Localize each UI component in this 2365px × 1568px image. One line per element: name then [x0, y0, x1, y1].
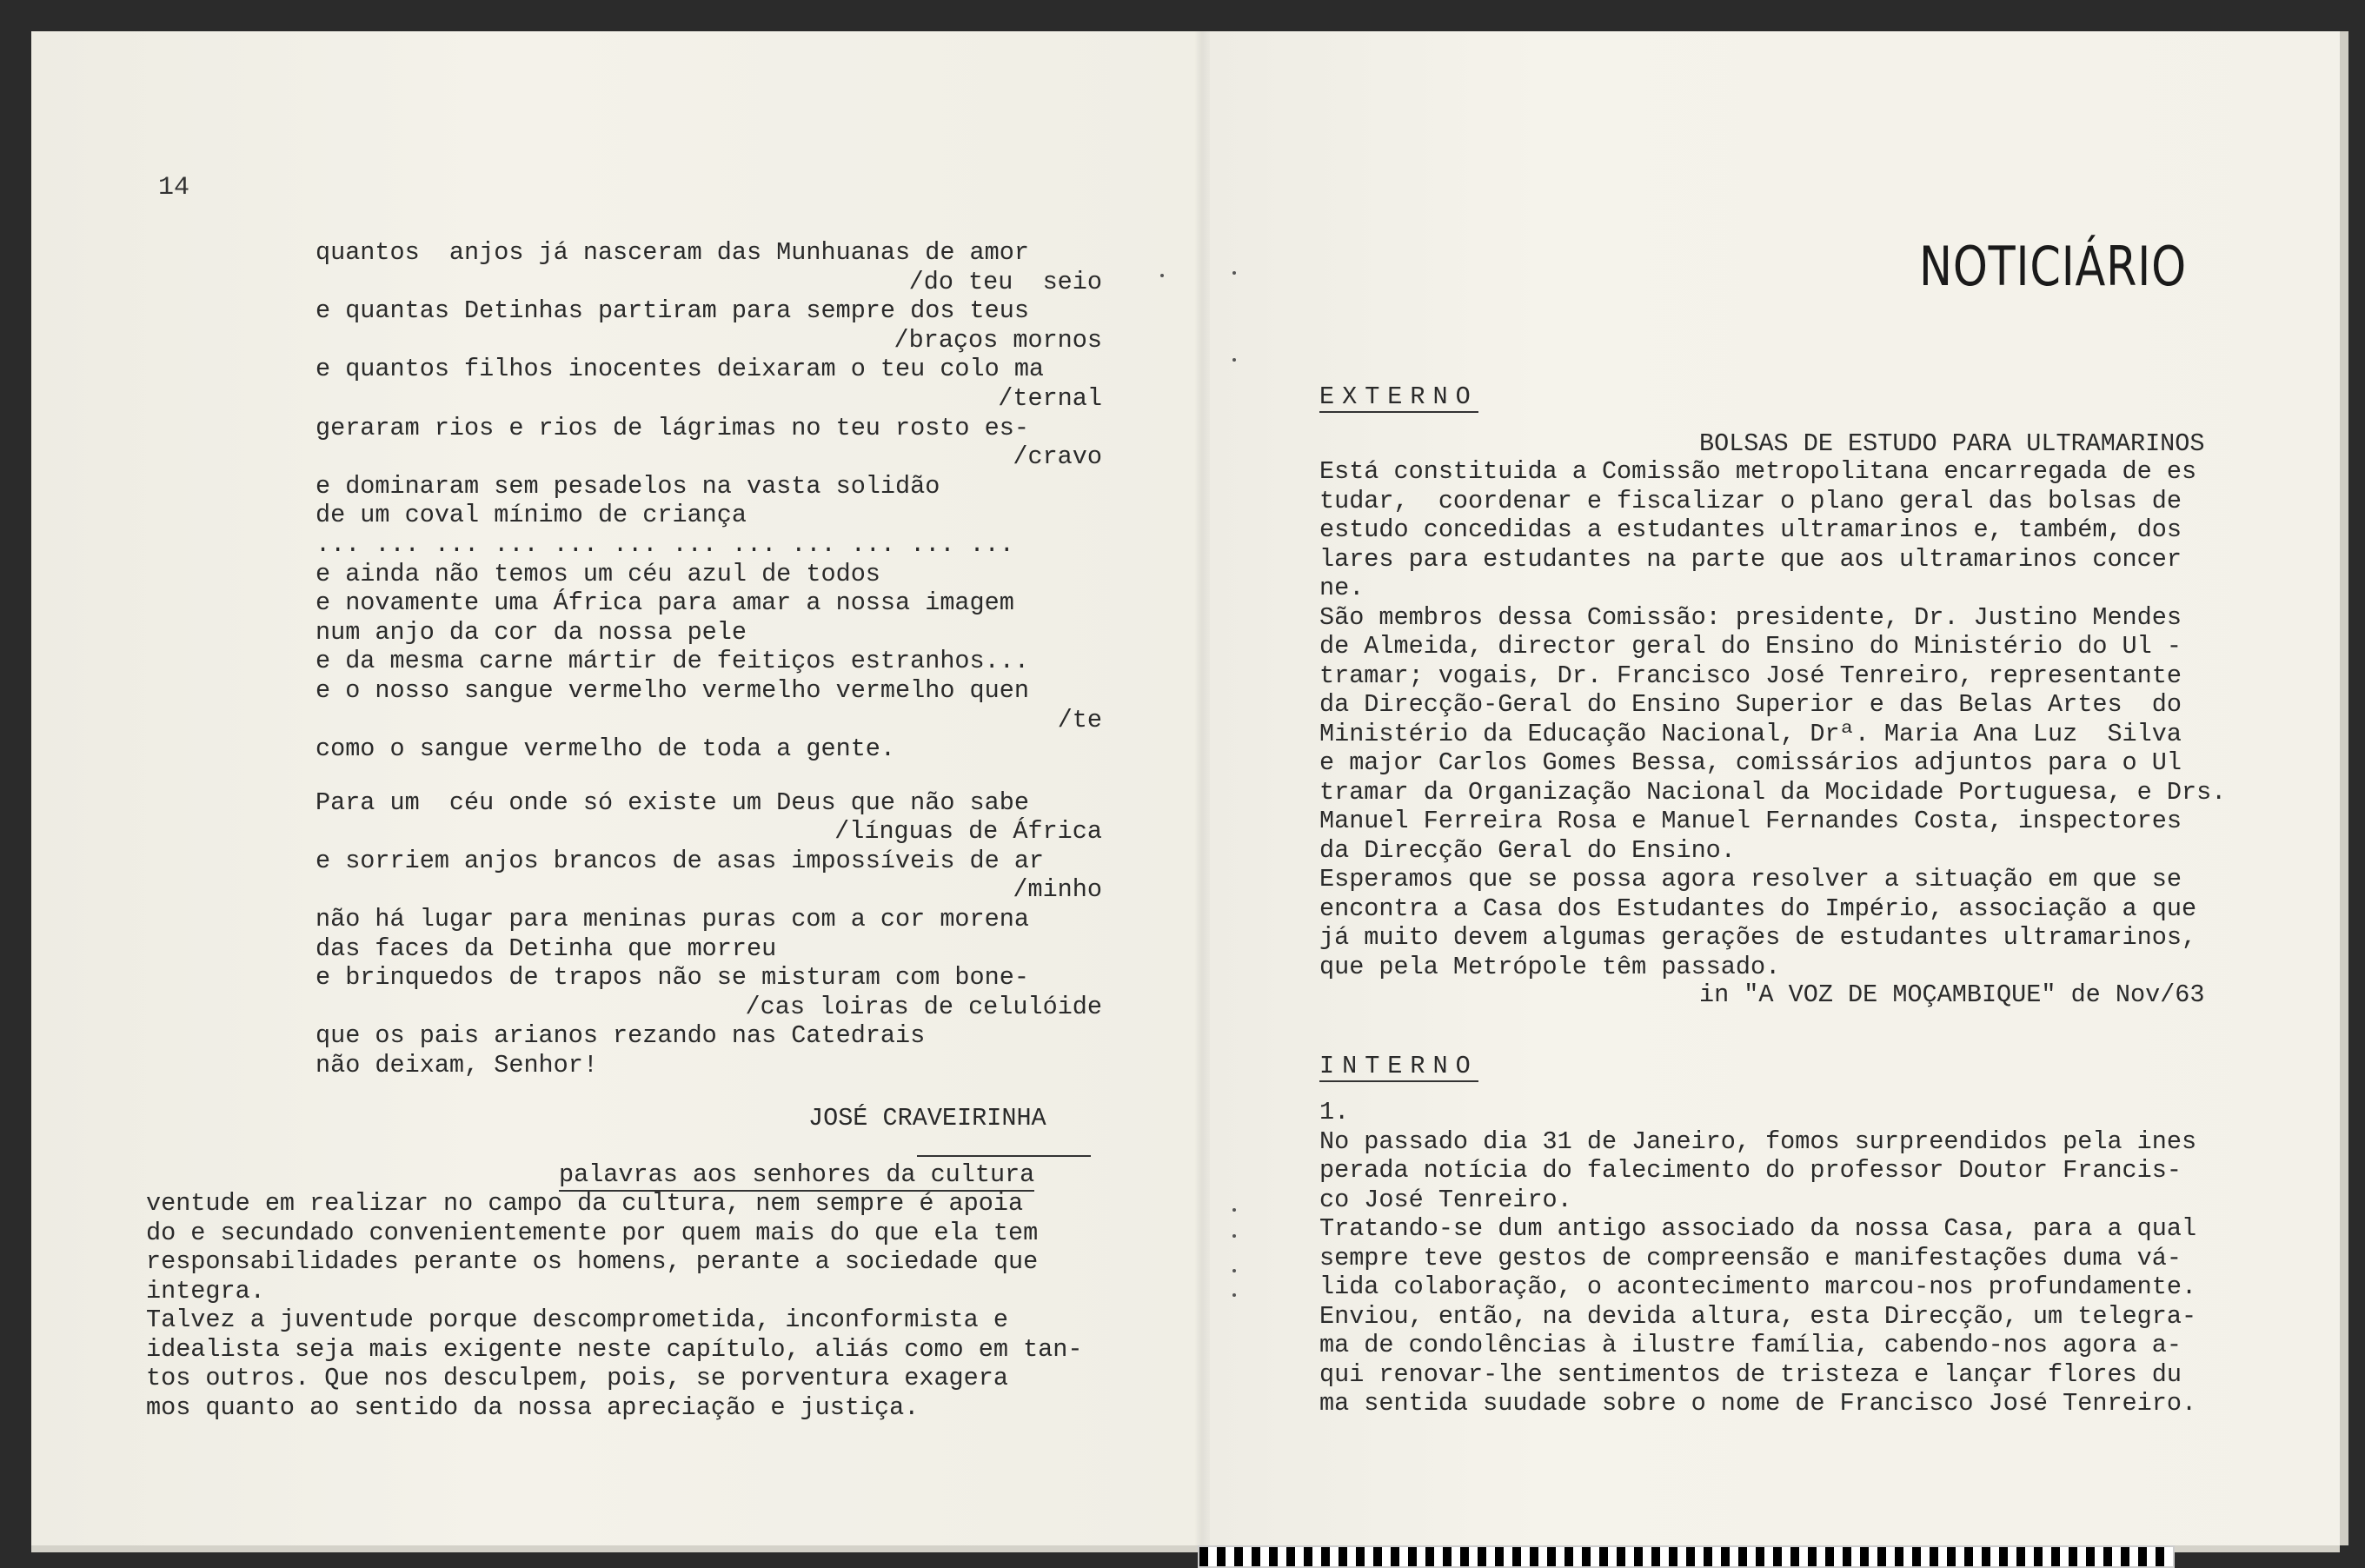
externo-text-line: tramar; vogais, Dr. Francisco José Tenreiro, representante: [1319, 661, 2182, 690]
culture-text-line: Talvez a juventude porque descomprometida, inconformista e: [146, 1306, 1008, 1334]
interno-text-line: 1.: [1319, 1098, 1350, 1126]
poem-line: e novamente uma África para amar a nossa imagem: [316, 588, 1014, 618]
poem-line: /do teu seio: [908, 267, 1102, 296]
page-edge-right: [2340, 31, 2348, 1545]
interno-article-body: [1319, 1098, 2196, 1419]
poem-line: que os pais arianos rezando nas Catedrais: [316, 1021, 926, 1051]
interno-text-line: qui renovar-lhe sentimentos de tristeza e lançar flores du: [1319, 1359, 2182, 1389]
noticiario-heading: NOTICIÁRIO: [1919, 235, 2187, 298]
poem-author: JOSÉ CRAVEIRINHA: [808, 1104, 1046, 1133]
externo-text-line: lares para estudantes na parte que aos ultramarinos concer: [1319, 544, 2182, 574]
externo-text-line: e major Carlos Gomes Bessa, comissários adjuntos para o Ul: [1319, 748, 2182, 777]
scan-speck: [1232, 1208, 1236, 1212]
externo-text-line: da Direcção Geral do Ensino.: [1319, 835, 1736, 865]
author-rule: [917, 1155, 1091, 1157]
section-interno-label: INTERNO: [1319, 1052, 1478, 1080]
poem-line: /minho: [1013, 875, 1102, 905]
poem-line: e ainda não temos um céu azul de todos: [316, 559, 880, 588]
externo-text-line: tudar, coordenar e fiscalizar o plano geral das bolsas de: [1319, 486, 2182, 515]
poem-line: e o nosso sangue vermelho vermelho vermelho quen: [316, 675, 1029, 705]
externo-text-line: Manuel Ferreira Rosa e Manuel Fernandes Costa, inspectores: [1319, 807, 2182, 835]
interno-text-line: Tratando-se dum antigo associado da nossa Casa, para a qual: [1319, 1214, 2197, 1243]
poem-line: Para um céu onde só existe um Deus que não sabe: [316, 787, 1029, 817]
page-number: 14: [158, 173, 190, 203]
scan-speck: [1232, 1234, 1236, 1238]
poem-line: geraram rios e rios de lágrimas no teu rosto es-: [316, 413, 1029, 442]
scan-speck: [1232, 1293, 1236, 1297]
externo-text-line: da Direcção-Geral do Ensino Superior e das Belas Artes do: [1319, 690, 2182, 719]
poem-line: de um coval mínimo de criança: [316, 501, 747, 530]
culture-text-line: mos quanto ao sentido da nossa apreciação e justiça.: [146, 1392, 920, 1422]
scan-speck: [1232, 358, 1236, 362]
section-externo-label: EXTERNO: [1319, 382, 1478, 411]
interno-text-line: ma de condolências à ilustre família, cabendo-nos agora a-: [1319, 1331, 2182, 1359]
externo-text-line: ne.: [1319, 574, 1365, 602]
interno-text-line: lida colaboração, o acontecimento marcou-nos profundamente.: [1319, 1272, 2197, 1301]
poem-line: e da mesma carne mártir de feitiços estranhos...: [316, 647, 1029, 676]
poem-line: e dominaram sem pesadelos na vasta solidão: [316, 471, 940, 501]
externo-text-line: Ministério da Educação Nacional, Drª. Maria Ana Luz Silva: [1319, 719, 2182, 748]
poem-line: das faces da Detinha que morreu: [316, 933, 777, 963]
poem-block: [316, 238, 1102, 1080]
externo-article-body: [1319, 457, 2226, 981]
culture-article-body: [146, 1189, 1082, 1422]
poem-line: /braços mornos: [894, 325, 1102, 355]
poem-line: e brinquedos de trapos não se misturam com bone-: [316, 963, 1029, 993]
scan-ruler: [1198, 1545, 2175, 1568]
poem-line: não há lugar para meninas puras com a cor morena: [316, 905, 1029, 934]
externo-text-line: tramar da Organização Nacional da Mocidade Portuguesa, e Drs.: [1319, 777, 2227, 807]
poem-line: quantos anjos já nasceram das Munhuanas de amor: [316, 238, 1029, 267]
culture-text-line: do e secundado convenientemente por quem mais do que ela tem: [146, 1218, 1039, 1247]
externo-text-line: que pela Metrópole têm passado.: [1319, 952, 1781, 981]
poem-line: /línguas de África: [834, 817, 1102, 847]
poem-line: num anjo da cor da nossa pele: [316, 617, 747, 647]
externo-text-line: de Almeida, director geral do Ensino do Ministério do Ul -: [1319, 632, 2182, 661]
externo-text-line: Está constituida a Comissão metropolitana encarregada de es: [1319, 457, 2197, 486]
scan-speck: [1160, 274, 1164, 277]
poem-line: não deixam, Senhor!: [316, 1051, 598, 1080]
externo-text-line: Esperamos que se possa agora resolver a situação em que se: [1319, 865, 2182, 894]
poem-stanza-break: [316, 764, 1102, 788]
externo-citation: in "A VOZ DE MOÇAMBIQUE" de Nov/63: [1699, 980, 2205, 1009]
culture-text-line: idealista seja mais exigente neste capítulo, aliás como em tan-: [146, 1334, 1083, 1364]
externo-article-title: BOLSAS DE ESTUDO PARA ULTRAMARINOS: [1699, 429, 2205, 458]
interno-text-line: co José Tenreiro.: [1319, 1185, 1572, 1214]
book-gutter: [1194, 31, 1210, 1545]
externo-text-line: encontra a Casa dos Estudantes do Império, associação a que: [1319, 894, 2197, 923]
poem-line: /ternal: [998, 383, 1102, 413]
scan-speck: [1232, 271, 1236, 275]
interno-text-line: No passado dia 31 de Janeiro, fomos surpreendidos pela ines: [1319, 1126, 2197, 1156]
externo-text-line: já muito devem algumas gerações de estudantes ultramarinos,: [1319, 923, 2197, 952]
poem-line: e quantos filhos inocentes deixaram o teu colo ma: [316, 355, 1045, 384]
culture-text-line: ventude em realizar no campo da cultura, nem sempre é apoia: [146, 1189, 1024, 1218]
poem-line: /te: [1057, 705, 1102, 734]
poem-line: como o sangue vermelho de toda a gente.: [316, 734, 896, 764]
poem-line: /cravo: [1013, 442, 1102, 472]
poem-line: e sorriem anjos brancos de asas impossíveis de ar: [316, 846, 1045, 875]
interno-text-line: perada notícia do falecimento do professor Doutor Francis-: [1319, 1156, 2182, 1185]
externo-text-line: estudo concedidas a estudantes ultramarinos e, também, dos: [1319, 515, 2182, 544]
poem-line: /cas loiras de celulóide: [745, 992, 1102, 1021]
externo-text-line: São membros dessa Comissão: presidente, Dr. Justino Mendes: [1319, 602, 2182, 632]
interno-text-line: Enviou, então, na devida altura, esta Direcção, um telegra-: [1319, 1301, 2197, 1331]
poem-line: e quantas Detinhas partiram para sempre dos teus: [316, 296, 1029, 326]
culture-text-line: responsabilidades perante os homens, perante a sociedade que: [146, 1247, 1039, 1276]
culture-article-title: palavras aos senhores da cultura: [559, 1160, 1034, 1192]
poem-line: ... ... ... ... ... ... ... ... ... ... ... ...: [316, 529, 1014, 559]
interno-text-line: sempre teve gestos de compreensão e manifestações duma vá-: [1319, 1243, 2182, 1272]
culture-text-line: tos outros. Que nos desculpem, pois, se porventura exagera: [146, 1364, 1008, 1392]
scan-speck: [1232, 1269, 1236, 1272]
culture-text-line: integra.: [146, 1276, 265, 1306]
interno-text-line: ma sentida suudade sobre o nome de Francisco José Tenreiro.: [1319, 1389, 2197, 1418]
